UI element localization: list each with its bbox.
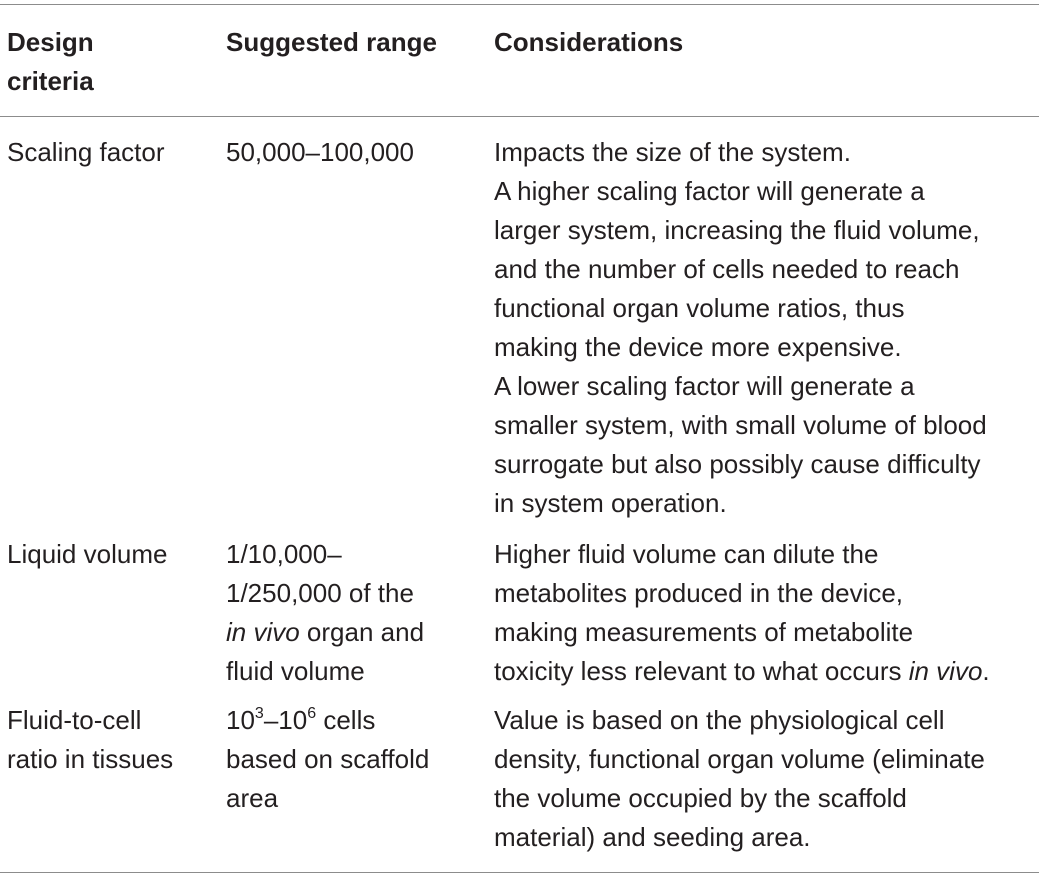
row-2-range: 1/10,000– 1/250,000 of the in vivo organ and fluid volume [226,539,425,686]
row-1-considerations: Impacts the size of the system. A higher scaling factor will generate a larger system, increasing the fluid volume, and the number of cells needed to reach functional organ volume ratios, thus making the device more expensive. A lower scaling factor will generate a smaller system, with small volume of blood surrogate but also possibly cause difficulty in system operation. [494,137,987,518]
header-considerations: Considerations [494,27,684,57]
header-design-criteria: Design criteria [7,27,94,96]
header-rule [0,116,1039,117]
row-2-criteria: Liquid volume [7,539,168,569]
table-bottom-rule [0,872,1039,873]
row-3-considerations: Value is based on the physiological cell density, functional organ volume (eliminate the volume occupied by the scaffold material) and seeding area. [494,705,985,852]
row-1-range: 50,000–100,000 [226,137,414,167]
row-1-criteria: Scaling factor [7,137,165,167]
header-suggested-range: Suggested range [226,27,437,57]
table-top-rule [0,4,1039,5]
row-2-considerations: Higher fluid volume can dilute the metabolites produced in the device, making measurements of metabolite toxicity less relevant to what occurs in vivo. [494,539,990,686]
row-3-range: $10^3-10^6$ cells based on scaffold area [226,705,430,813]
row-3-criteria: Fluid-to-cell ratio in tissues [7,705,174,774]
